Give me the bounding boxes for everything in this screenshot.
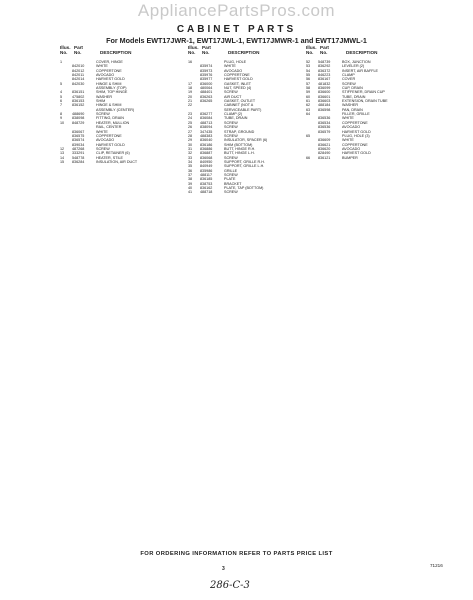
- part-number: 842030: [72, 81, 85, 86]
- illus-number: 63: [306, 107, 311, 112]
- part-description: CABINET (NOT A: [224, 103, 254, 108]
- column-header: [60, 45, 172, 60]
- parts-column-3: [306, 45, 418, 160]
- part-description: SHIM, TOP HINGE: [96, 90, 128, 95]
- part-description: RAIL, CENTER: [96, 125, 122, 130]
- illus-number: 33: [188, 155, 193, 160]
- part-number: 836121: [318, 155, 331, 160]
- part-description: SUPPORT, GRILLE L.H.: [224, 164, 265, 169]
- header-part: Part: [74, 45, 83, 50]
- parts-rows: [60, 60, 172, 164]
- part-description: SCREW: [224, 125, 238, 130]
- illus-number: 20: [188, 94, 193, 99]
- illus-number: 1: [60, 60, 63, 64]
- page-title: CABINET PARTS: [176, 24, 297, 35]
- part-number: 835986: [200, 168, 213, 173]
- illus-number: 15: [60, 159, 65, 164]
- illus-number: 5: [60, 81, 63, 86]
- part-number: 842010: [72, 64, 85, 69]
- illus-number: 18: [188, 86, 193, 91]
- illus-number: 66: [306, 155, 311, 160]
- part-description: AVOCADO: [96, 138, 115, 143]
- part-description: SCREW: [224, 120, 238, 125]
- part-description: AIR DUCT: [224, 94, 242, 99]
- parts-row: [60, 160, 172, 164]
- part-number: 481832: [318, 81, 331, 86]
- part-description: STRAP, GROUND: [224, 129, 255, 134]
- part-number: 836068: [200, 155, 213, 160]
- part-description: SCREW: [342, 81, 356, 86]
- parts-column-2: [188, 45, 302, 195]
- parts-rows: [188, 60, 302, 195]
- part-number: 836575: [72, 133, 85, 138]
- part-number: 488718: [200, 190, 213, 195]
- part-description: INSERT, AIR BAFFLE: [342, 68, 378, 73]
- part-number: 836579: [318, 129, 331, 134]
- header-illus: Illus.: [306, 45, 317, 50]
- illus-number: 27: [188, 129, 193, 134]
- part-number: 835974: [200, 64, 213, 69]
- part-number: 835977: [200, 77, 213, 82]
- illus-number: 37: [188, 172, 193, 177]
- part-number: 836284: [72, 159, 85, 164]
- part-description: AVOCADO: [96, 73, 115, 78]
- part-description: COVER, HINGE: [96, 60, 123, 64]
- part-number: 548778: [72, 155, 85, 160]
- header-no: No.: [188, 50, 196, 55]
- part-number: 836609: [318, 138, 331, 143]
- part-number: 347435: [200, 129, 213, 134]
- part-description: COPPERTONE: [96, 68, 122, 73]
- part-description: ASSEMBLY (CENTER): [96, 107, 135, 112]
- illus-number: 62: [306, 103, 311, 108]
- illus-number: 64: [306, 112, 311, 117]
- header-part-no: No.: [320, 50, 328, 55]
- illus-number: 9: [60, 116, 63, 121]
- part-number: 839034: [72, 142, 85, 147]
- illus-number: 8: [60, 112, 63, 117]
- part-number: 836621: [318, 142, 331, 147]
- part-description: GASKET, OUTLET: [224, 99, 256, 104]
- part-description: HEATER, STILE: [96, 155, 123, 160]
- part-number: 475802: [72, 94, 85, 99]
- part-description: AVOCADO: [342, 125, 361, 130]
- part-description: SCREW: [224, 172, 238, 177]
- part-description: INSULATION, AIR DUCT: [96, 159, 138, 164]
- part-number: 835976: [200, 73, 213, 78]
- part-number: 842014: [72, 77, 85, 82]
- illus-number: 21: [188, 99, 193, 104]
- part-number: 480064: [200, 86, 213, 91]
- illus-number: 4: [60, 90, 63, 95]
- part-number: 836263: [200, 94, 213, 99]
- illus-number: 28: [188, 133, 193, 138]
- part-description: WASHER: [96, 94, 113, 99]
- part-number: 840949: [200, 164, 213, 169]
- illus-number: 59: [306, 90, 311, 95]
- page-number: 3: [222, 566, 225, 572]
- illus-number: 10: [60, 120, 65, 125]
- part-number: 836167: [318, 77, 331, 82]
- part-description: HINGE & SHIM: [96, 103, 122, 108]
- part-description: WHITE: [342, 138, 354, 143]
- part-number: 838753: [200, 181, 213, 186]
- header-part-no: No.: [74, 50, 82, 55]
- ordering-note: FOR ORDERING INFORMATION REFER TO PARTS PRICE LIST: [140, 551, 333, 557]
- part-description: HARVEST GOLD: [342, 129, 371, 134]
- part-description: WASHER: [342, 103, 359, 108]
- illus-number: 53: [306, 64, 311, 69]
- part-number: 836000: [200, 81, 213, 86]
- part-description: SUPPORT, GRILLE R.H.: [224, 159, 265, 164]
- part-number: 836536: [318, 116, 331, 121]
- part-description: SCREW: [224, 155, 238, 160]
- part-number: 836265: [200, 99, 213, 104]
- illus-number: 24: [188, 116, 193, 121]
- part-number: 488184: [318, 103, 331, 108]
- part-number: 842011: [72, 73, 85, 78]
- part-description: FITTING, DRAIN: [96, 116, 124, 121]
- illus-number: 7: [60, 103, 63, 108]
- part-description: PLATE: [224, 177, 236, 182]
- part-number: 836620: [318, 146, 331, 151]
- illus-number: 54: [306, 68, 311, 73]
- part-description: LEVELER (2): [342, 64, 365, 69]
- part-number: 836887: [200, 151, 213, 156]
- part-description: GRILLE: [224, 168, 238, 173]
- part-description: BUTT, HINGE R.H.: [224, 146, 256, 151]
- illus-number: 36: [188, 168, 193, 173]
- part-number: 836277: [200, 112, 213, 117]
- document-code: 71216: [430, 563, 443, 568]
- part-description: HARVEST GOLD: [96, 77, 125, 82]
- part-number: 836601: [318, 94, 331, 99]
- part-number: 838094: [200, 125, 213, 130]
- part-number: 836292: [318, 64, 331, 69]
- part-description: SERVICEABLE PART): [224, 107, 262, 112]
- part-number: 838098: [72, 116, 85, 121]
- part-description: COPPERTONE: [342, 120, 368, 125]
- illus-number: 57: [306, 81, 311, 86]
- part-number: 836186: [200, 142, 213, 147]
- part-number: 333291: [72, 151, 85, 156]
- header-part: Part: [202, 45, 211, 50]
- part-description: WHITE: [224, 64, 236, 69]
- illus-number: 12: [60, 146, 65, 151]
- models-subtitle: For Models EWT17JWR-1, EWT17JWL-1, EWT17JMWR-1 and EWT17JMWL-1: [106, 36, 367, 45]
- part-number: 828490: [318, 151, 331, 156]
- part-description: CLIP, RETAINER (6): [96, 151, 130, 156]
- part-description: SCREW: [224, 190, 238, 195]
- illus-number: 17: [188, 81, 193, 86]
- part-number: 842012: [72, 68, 85, 73]
- illus-number: 5: [60, 94, 63, 99]
- part-number: 836600: [318, 90, 331, 95]
- part-description: PAN, DRAIN: [342, 107, 363, 112]
- illus-number: 38: [188, 177, 193, 182]
- illus-number: 65: [306, 133, 311, 138]
- part-description: TUBE, DRAIN: [224, 116, 248, 121]
- part-number: 840950: [200, 159, 213, 164]
- part-description: CLAMP: [342, 73, 355, 78]
- part-number: 836574: [72, 138, 85, 143]
- part-number: 836099: [318, 86, 331, 91]
- illus-number: 35: [188, 164, 193, 169]
- part-number: 836067: [72, 129, 85, 134]
- part-description: SHIM: [96, 99, 106, 104]
- header-illus: Illus.: [60, 45, 71, 50]
- header-description: DESCRIPTION: [228, 50, 260, 55]
- illus-number: 56: [306, 77, 311, 82]
- illus-number: 34: [188, 159, 193, 164]
- part-description: BOX, JUNCTION: [342, 60, 371, 64]
- part-number: 836162: [200, 185, 213, 190]
- part-description: BUMPER: [342, 155, 358, 160]
- part-description: SCREW: [96, 146, 110, 151]
- part-description: NUT, SPEED (4): [224, 86, 252, 91]
- illus-number: 19: [188, 90, 193, 95]
- part-description: PLUG, HOLE: [224, 60, 247, 64]
- part-number: 836040: [200, 138, 213, 143]
- part-number: 488401: [200, 90, 213, 95]
- illus-number: 31: [188, 146, 193, 151]
- illus-number: 55: [306, 73, 311, 78]
- part-description: BUTT, HINGE L.H.: [224, 151, 255, 156]
- part-number: 488690: [72, 112, 85, 117]
- part-number: 836153: [72, 99, 85, 104]
- parts-column-1: [60, 45, 172, 164]
- part-description: CUP, DRAIN: [342, 86, 363, 91]
- part-description: HARVEST GOLD: [224, 77, 253, 82]
- part-description: SCREW: [96, 112, 110, 117]
- illus-number: 22: [188, 103, 193, 108]
- header-description: DESCRIPTION: [100, 50, 132, 55]
- part-description: PLUG, HOLE (3): [342, 133, 370, 138]
- part-description: AVOCADO: [342, 146, 361, 151]
- part-description: PLATE, TAP (BOTTOM): [224, 185, 264, 190]
- part-number: 836185: [200, 177, 213, 182]
- part-number: 848729: [72, 120, 85, 125]
- part-description: SCREW: [224, 133, 238, 138]
- part-description: STIFFENER, DRAIN CUP: [342, 90, 385, 95]
- part-number: 836534: [318, 120, 331, 125]
- part-description: WHITE: [96, 64, 108, 69]
- illus-number: 25: [188, 120, 193, 125]
- part-description: BRACKET: [224, 181, 242, 186]
- part-description: SHIM (BOTTOM): [224, 142, 253, 147]
- illus-number: 58: [306, 86, 311, 91]
- part-number: 488383: [200, 133, 213, 138]
- part-description: COVER: [342, 77, 356, 82]
- part-number: 836152: [72, 103, 85, 108]
- part-description: EXTENSION, DRAIN TUBE: [342, 99, 388, 104]
- header-part: Part: [320, 45, 329, 50]
- header-no: No.: [306, 50, 314, 55]
- part-number: 846223: [318, 73, 331, 78]
- illus-number: 29: [188, 138, 193, 143]
- illus-number: 40: [188, 185, 193, 190]
- header-illus: Illus.: [188, 45, 199, 50]
- illus-number: 14: [60, 155, 65, 160]
- illus-number: 61: [306, 99, 311, 104]
- illus-number: 41: [188, 190, 193, 195]
- part-number: 836603: [318, 99, 331, 104]
- part-number: 835973: [200, 68, 213, 73]
- part-description: HEATER, MULLION: [96, 120, 130, 125]
- part-description: HARVEST GOLD: [96, 142, 125, 147]
- header-no: No.: [60, 50, 68, 55]
- parts-row: [306, 156, 418, 160]
- part-description: WHITE: [342, 116, 354, 121]
- part-number: 487268: [72, 146, 85, 151]
- part-description: FILLER, GRILLE: [342, 112, 370, 117]
- illus-number: 13: [60, 151, 65, 156]
- header-description: DESCRIPTION: [346, 50, 378, 55]
- part-number: 836151: [72, 90, 85, 95]
- illus-number: 39: [188, 181, 193, 186]
- part-number: 836536: [318, 125, 331, 130]
- parts-rows: [306, 60, 418, 160]
- part-number: 548739: [318, 60, 331, 64]
- part-description: HINGE & SHIM: [96, 81, 122, 86]
- part-description: COPPERTONE: [96, 133, 122, 138]
- part-description: SCREW: [224, 90, 238, 95]
- part-description: TUBE, DRAIN: [342, 94, 366, 99]
- part-description: WHITE: [96, 129, 108, 134]
- part-number: 836372: [318, 68, 331, 73]
- part-number: 836886: [200, 146, 213, 151]
- illus-number: 30: [188, 142, 193, 147]
- part-description: INSULATOR, SPACER (6): [224, 138, 268, 143]
- illus-number: 32: [188, 151, 193, 156]
- part-description: AVOCADO: [224, 68, 243, 73]
- illus-number: 6: [60, 99, 63, 104]
- illus-number: 16: [188, 60, 193, 64]
- part-description: COPPERTONE: [224, 73, 250, 78]
- column-header: [188, 45, 302, 60]
- part-description: CLAMP (2): [224, 112, 243, 117]
- illus-number: 60: [306, 94, 311, 99]
- part-description: ASSEMBLY (TOP): [96, 86, 127, 91]
- illus-number: 26: [188, 125, 193, 130]
- part-description: COPPERTONE: [342, 142, 368, 147]
- header-part-no: No.: [202, 50, 210, 55]
- column-header: [306, 45, 418, 60]
- part-number: 836598: [318, 107, 331, 112]
- part-number: 836084: [200, 116, 213, 121]
- parts-row: [188, 190, 302, 194]
- part-number: 488117: [200, 172, 213, 177]
- part-description: HARVEST GOLD: [342, 151, 371, 156]
- part-description: GASKET, INLET: [224, 81, 252, 86]
- illus-number: 23: [188, 112, 193, 117]
- part-number: 488713: [200, 120, 213, 125]
- watermark: AppliancePartsPros.com: [137, 1, 336, 20]
- handwritten-note: 286-C-3: [210, 580, 250, 591]
- illus-number: 52: [306, 60, 311, 64]
